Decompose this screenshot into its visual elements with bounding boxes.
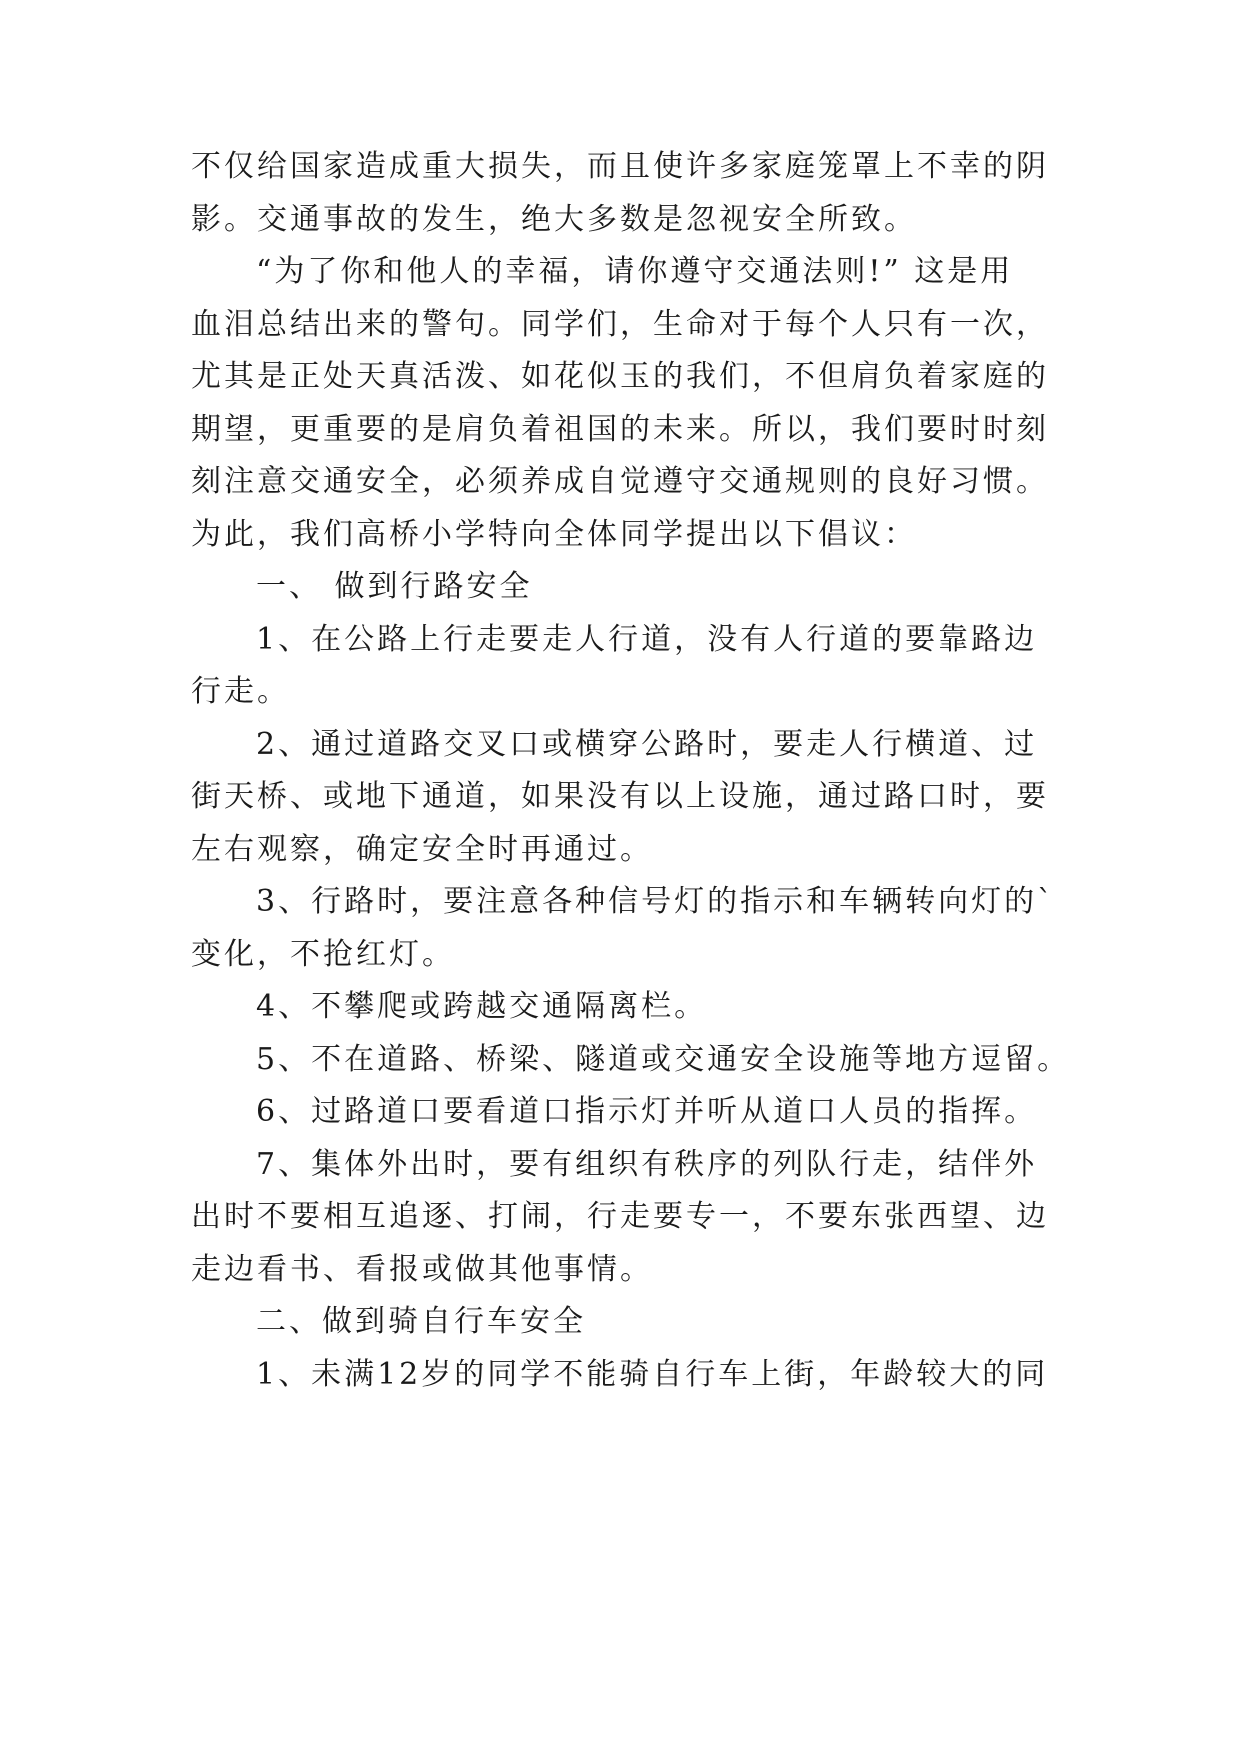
text-line-19: 6、过路道口要看道口指示灯并听从道口人员的指挥。 <box>256 1094 1038 1129</box>
text-line-18: 5、不在道路、桥梁、隧道或交通安全设施等地方逗留。 <box>256 1042 1071 1077</box>
text-line-8: 为此，我们高桥小学特向全体同学提出以下倡议： <box>191 517 917 552</box>
text-line-24: 1、未满12岁的同学不能骑自行车上街，年龄较大的同 <box>256 1357 1049 1392</box>
text-line-13: 街天桥、或地下通道，如果没有以上设施，通过路口时，要 <box>191 779 1049 814</box>
text-line-22: 走边看书、看报或做其他事情。 <box>191 1252 653 1287</box>
text-line-16: 变化，不抢红灯。 <box>191 937 455 972</box>
text-line-17: 4、不攀爬或跨越交通隔离栏。 <box>256 989 708 1024</box>
text-line-4: 血泪总结出来的警句。同学们，生命对于每个人只有一次， <box>191 307 1049 342</box>
text-line-12: 2、通过道路交叉口或横穿公路时，要走人行横道、过 <box>256 727 1038 762</box>
text-line-7: 刻注意交通安全，必须养成自觉遵守交通规则的良好习惯。 <box>191 464 1049 499</box>
text-line-2: 影。交通事故的发生，绝大多数是忽视安全所致。 <box>191 202 917 237</box>
text-line-6: 期望，更重要的是肩负着祖国的未来。所以，我们要时时刻 <box>191 412 1049 447</box>
text-line-21: 出时不要相互追逐、打闹，行走要专一，不要东张西望、边 <box>191 1199 1049 1234</box>
section-heading-1: 一、 做到行路安全 <box>256 569 533 604</box>
text-line-1: 不仅给国家造成重大损失，而且使许多家庭笼罩上不幸的阴 <box>191 149 1049 184</box>
text-line-14: 左右观察，确定安全时再通过。 <box>191 832 653 867</box>
text-line-10: 1、在公路上行走要走人行道，没有人行道的要靠路边 <box>256 622 1038 657</box>
text-line-11: 行走。 <box>191 674 290 709</box>
text-line-15: 3、行路时，要注意各种信号灯的指示和车辆转向灯的` <box>256 884 1056 919</box>
text-line-5: 尤其是正处天真活泼、如花似玉的我们，不但肩负着家庭的 <box>191 359 1049 394</box>
text-line-20: 7、集体外出时，要有组织有秩序的列队行走，结伴外 <box>256 1147 1038 1182</box>
text-line-3: “为了你和他人的幸福，请你遵守交通法则!” 这是用 <box>256 254 1014 289</box>
section-heading-2: 二、做到骑自行车安全 <box>256 1304 586 1339</box>
